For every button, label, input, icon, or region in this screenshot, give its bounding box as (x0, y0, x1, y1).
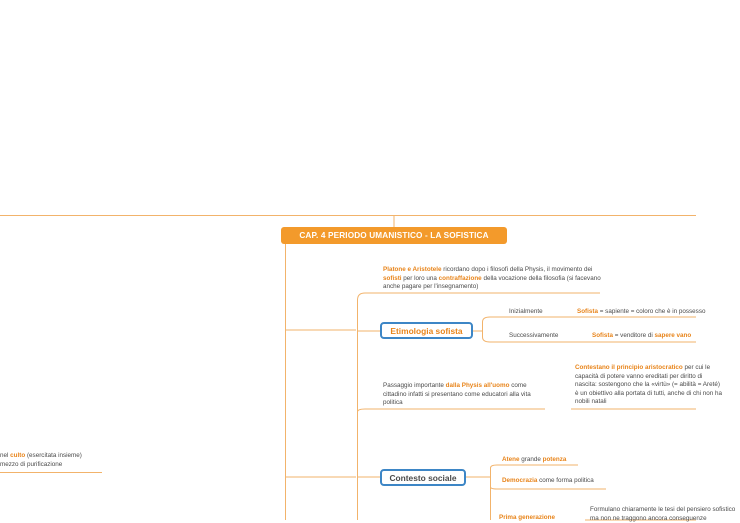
node-prima-text[interactable]: Formulano chiaramente le tesi del pensiero sofistico ma non ne traggono ancora conseguenze (590, 506, 736, 522)
root-title: CAP. 4 PERIODO UMANISTICO - LA SOFISTICA (299, 231, 489, 240)
inizialmente-label: Inizialmente (509, 308, 543, 315)
intro-sofisti: sofisti (383, 274, 402, 282)
democrazia-term: Democrazia (502, 477, 538, 484)
democrazia-text: come forma politica (537, 477, 594, 484)
node-prima-generazione[interactable]: Prima generazione (499, 514, 555, 521)
node-sofista-sapiente[interactable] (577, 308, 705, 317)
node-inizialmente[interactable] (509, 308, 543, 317)
successivamente-label: Successivamente (509, 332, 559, 339)
sofista-term-1: Sofista (577, 308, 598, 315)
etimologia-label: Etimologia sofista (390, 325, 463, 336)
intro-text-2: per loro una (401, 274, 439, 282)
topic-contesto-sociale[interactable] (380, 469, 466, 486)
intro-contraffazione: contraffazione (438, 274, 482, 282)
left-text-1: nel (0, 452, 11, 459)
left-purificazione: purificazione (26, 461, 63, 468)
contestano-clip (575, 364, 723, 408)
node-passaggio[interactable] (383, 382, 543, 408)
node-contestano[interactable] (575, 364, 725, 407)
node-sofista-venditore[interactable] (592, 332, 691, 341)
intro-note[interactable] (383, 266, 605, 292)
atene-potenza: potenza (542, 456, 567, 463)
node-left-fragment-line1[interactable] (0, 452, 82, 461)
root-topic[interactable] (281, 227, 507, 244)
node-left-fragment-line2[interactable] (0, 461, 62, 470)
node-atene[interactable] (502, 456, 566, 465)
passaggio-text-1: Passaggio importante (383, 382, 446, 389)
intro-platone-aristotele: Platone e Aristotele (383, 266, 442, 273)
contesto-label: Contesto sociale (389, 472, 457, 483)
sofista-term-2: Sofista (592, 332, 613, 339)
intro-text-3: della vocazione della filosofia (si facevano anche pagare per l'insegnamento) (383, 274, 601, 291)
left-text-3: mezzo di (0, 461, 27, 468)
left-fragment-clip (0, 452, 102, 472)
atene-term: Atene (502, 456, 520, 463)
prima-text-clip (590, 506, 736, 522)
left-text-2: (esercitata insieme) (25, 452, 82, 459)
contestano-principio: Contestano il principio aristocratico (575, 364, 683, 371)
prima-label-clip (499, 512, 579, 520)
node-successivamente[interactable] (509, 332, 558, 341)
left-culto: culto (10, 452, 26, 459)
sofista-def-1: = sapiente = coloro che è in possesso (598, 308, 706, 315)
passaggio-text-2: come cittadino infatti si presentano come educatori alla vita politica (383, 382, 531, 407)
sofista-def-2: = venditore di (613, 332, 655, 339)
sapere-vano: sapere vano (654, 332, 692, 339)
atene-text: grande (519, 456, 543, 463)
contestano-text: per cui le capacità di potere vanno ereditati per diritto di nascita: sostengono che la «virtù» (= abilità = Areté) è un obiettivo alla portata di tutti, anche di chi non ha nobili natali (575, 364, 723, 406)
passaggio-physis-uomo: dalla Physis all'uomo (445, 382, 510, 389)
node-democrazia[interactable] (502, 477, 594, 486)
intro-text-1: ricordano dopo i filosofi della Physis, il movimento dei (441, 266, 593, 273)
topic-etimologia-sofista[interactable] (380, 322, 473, 339)
